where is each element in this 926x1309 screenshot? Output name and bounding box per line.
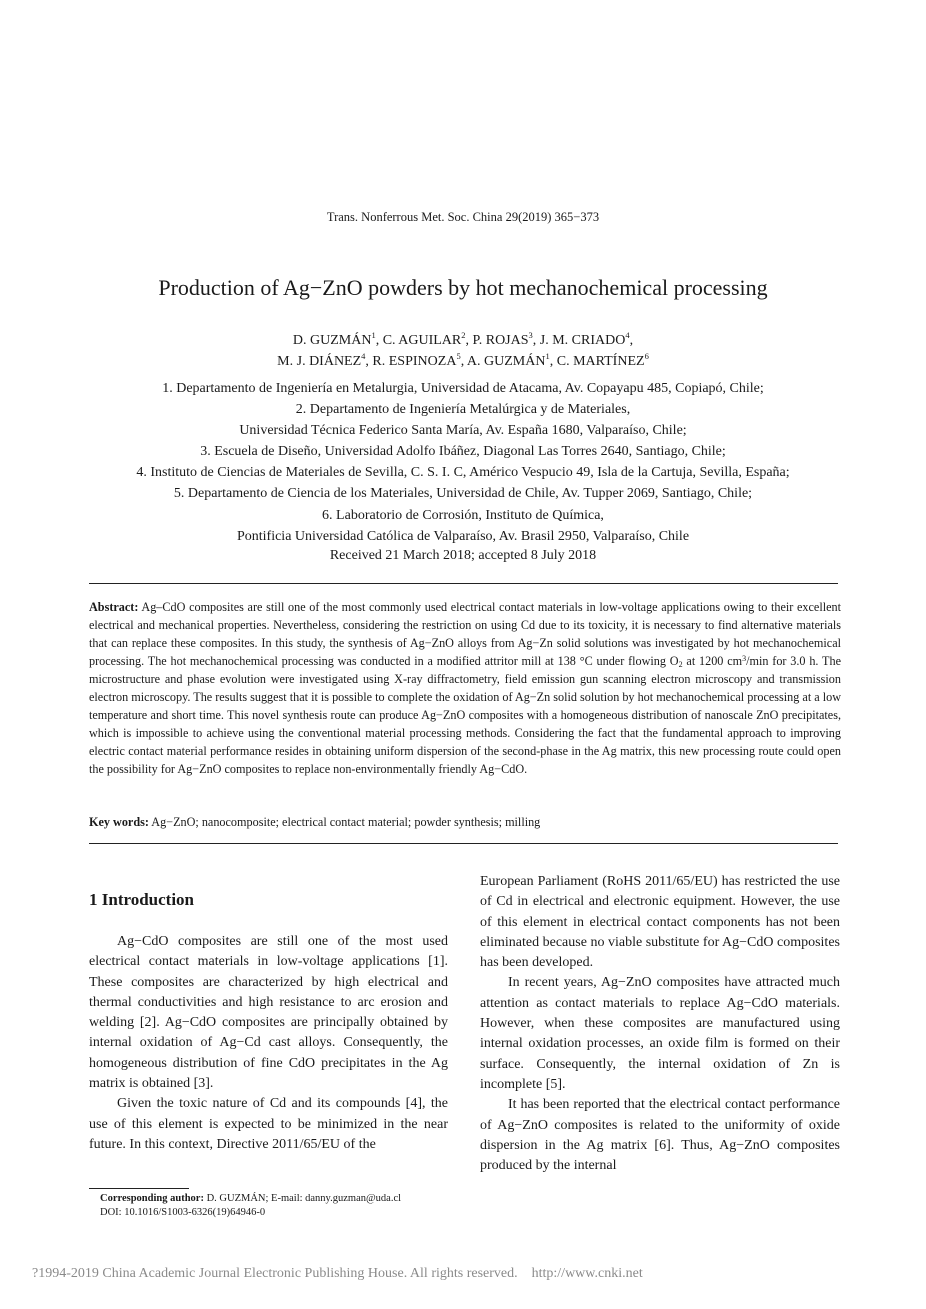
affiliations xyxy=(0,378,926,547)
affiliation-line: 6. Laboratorio de Corrosión, Instituto de Química, xyxy=(322,507,604,523)
author: R. ESPINOZA$^5$, xyxy=(372,351,467,369)
doi: DOI: 10.1016/S1003-6326(19)64946-0 xyxy=(100,1206,266,1218)
divider-top xyxy=(89,583,838,584)
section-heading: 1 Introduction xyxy=(89,890,195,909)
right-column xyxy=(480,872,840,1176)
footnotes xyxy=(100,1192,401,1219)
keywords: Key words: Ag−ZnO; nanocomposite; electrical contact material; powder synthesis; milling xyxy=(89,815,541,829)
affiliation-line: Pontificia Universidad Católica de Valparaíso, Av. Brasil 2950, Valparaíso, Chile xyxy=(236,528,690,544)
affiliation-line: 3. Escuela de Diseño, Universidad Adolfo Ibáñez, Diagonal Las Torres 2640, Santiago, Chile; xyxy=(200,444,726,460)
paragraph: It has been reported that the electrical contact performance of Ag−ZnO composites is related to the uniformity of oxide dispersion in the Ag matrix [6]. Thus, Ag−ZnO composites produced by the internal xyxy=(480,1097,840,1174)
left-column xyxy=(89,932,448,1155)
corresponding-author: Corresponding author: D. GUZMÁN; E-mail: danny.guzman@uda.cl xyxy=(100,1193,402,1204)
paragraph: European Parliament (RoHS 2011/65/EU) has restricted the use of Cd in electrical and electronic equipment. However, the use of this element in electrical contact components has not been eliminated because no viable substitute for Ag−CdO composites has been developed. xyxy=(480,874,840,971)
author: P. ROJAS$^3$, xyxy=(472,330,540,348)
author: A. GUZMÁN$^1$, xyxy=(466,351,557,369)
author: D. GUZMÁN$^1$, xyxy=(292,330,383,348)
affiliation-line: 5. Departamento de Ciencia de los Materiales, Universidad de Chile, Av. Tupper 2069, Santiago, Chile; xyxy=(173,486,753,502)
abstract-label: Abstract: xyxy=(89,600,139,614)
author: M. J. DIÁNEZ$^4$, xyxy=(277,351,373,369)
footnote-rule xyxy=(89,1188,189,1189)
author-line-2 xyxy=(0,351,926,372)
author-line-1 xyxy=(0,330,926,351)
abstract: Abstract: Ag–CdO composites are still one of the most commonly used electrical contact materials in low-voltage applications owing to their excellent electrical and mechanical properties. Nevertheless, considering the restriction on using Cd due to its toxicity, it is necessary to find alternative materials that can replace these composites. In this study, the synthesis of Ag−ZnO alloys from Ag−Zn solid solutions was investigated by hot mechanochemical processing. The hot mechanochemical processing was conducted in a modified attritor mill at 138 °C under flowing $O_2$ at 1200 $cm^3/\min$ for 3.0 h. The microstructure and phase evolution were investigated using X-ray diffractometry, field emission gun scanning electron microscopy and transmission electron microscopy. The results suggest that it is possible to complete the oxidation of Ag−Zn solid solution by hot mechanochemical processing at a low temperature and short time. This novel synthesis route can produce Ag−ZnO composites with a homogeneous distribution of nanoscale ZnO precipitates, which is impossible to achieve using the conventional material processing methods. Considering the fact that the fundamental approach to improving electric contact material performance resides in obtaining uniform dispersion of the second-phase in the Ag matrix, this new processing route could open the possibility for Ag−ZnO composites to replace non-environmentally friendly Ag−CdO. xyxy=(89,600,842,776)
affiliation-line: 2. Departamento de Ingeniería Metalúrgica y de Materiales, xyxy=(295,402,631,418)
paragraph: In recent years, Ag−ZnO composites have attracted much attention as contact materials to replace Ag−CdO materials. However, when these composites are manufactured using internal oxidation processes, an oxide film is formed on their surface. Consequently, the internal oxidation of Zn is incomplete [5]. xyxy=(480,975,840,1092)
journal-citation: Trans. Nonferrous Met. Soc. China 29(2019) 365−373 xyxy=(326,210,600,224)
paper-title: Production of Ag−ZnO powders by hot mechanochemical processing xyxy=(158,275,768,300)
affiliation-line: Universidad Técnica Federico Santa María, Av. España 1680, Valparaíso, Chile; xyxy=(239,423,687,439)
divider-bottom xyxy=(89,843,838,844)
author-list xyxy=(0,330,926,372)
affiliation-line: 4. Instituto de Ciencias de Materiales de Sevilla, C. S. I. C, Américo Vespucio 49, Isla de la Cartuja, Sevilla, España; xyxy=(136,465,790,481)
keywords-label: Key words: xyxy=(89,815,149,829)
author: C. MARTÍNEZ$^6$ xyxy=(556,351,649,369)
paragraph: Ag−CdO composites are still one of the most used electrical contact materials in low-voltage applications [1]. These composites are characterized by high electrical and thermal conductivities and high resistance to arc erosion and welding [2]. Ag−CdO composites are principally obtained by internal oxidation of Ag−Cd cast alloys. Consequently, the homogeneous distribution of fine CdO precipitates in the Ag matrix is obtained [3]. xyxy=(89,934,448,1092)
received-dates: Received 21 March 2018; accepted 8 July 2018 xyxy=(329,548,597,563)
paragraph: Given the toxic nature of Cd and its compounds [4], the use of this element is expected to be minimized in the near future. In this context, Directive 2011/65/EU of the xyxy=(89,1096,448,1152)
affiliation-line: 1. Departamento de Ingeniería en Metalurgia, Universidad de Atacama, Av. Copayapu 485, Copiapó, Chile; xyxy=(162,381,764,396)
author: J. M. CRIADO$^4$, xyxy=(539,330,634,348)
copyright-watermark: ?1994-2019 China Academic Journal Electronic Publishing House. All rights reserved. http://www.cnki.net xyxy=(32,1266,643,1281)
author: C. AGUILAR$^2$, xyxy=(382,330,473,348)
